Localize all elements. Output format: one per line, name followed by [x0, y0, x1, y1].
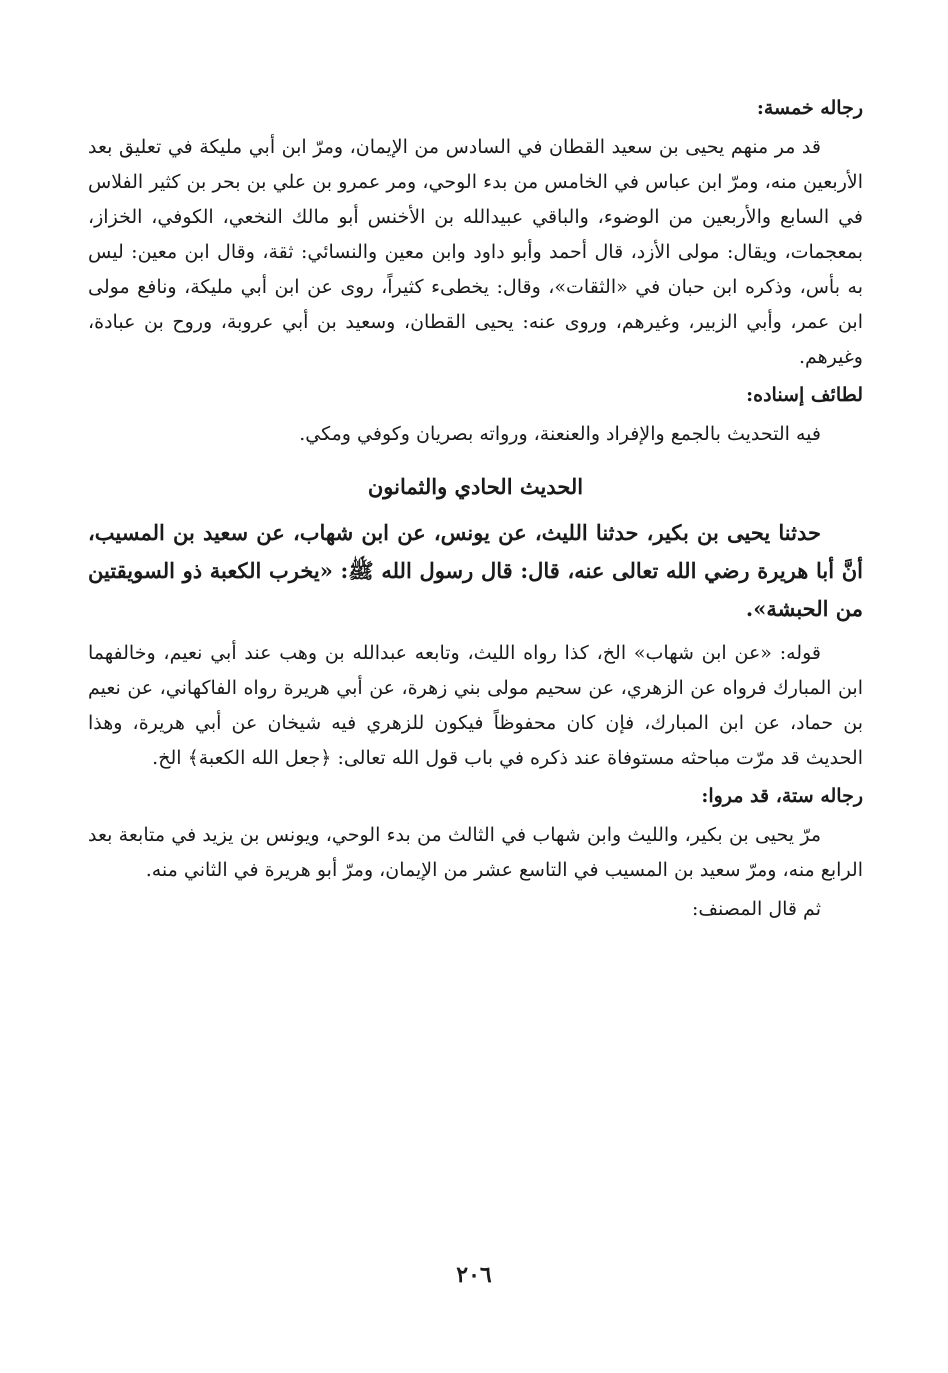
rijal-heading-2: رجاله ستة، قد مروا: [701, 785, 863, 807]
hadith-text: حدثنا يحيى بن بكير، حدثنا الليث، عن يونس، عن ابن شهاب، عن سعيد بن المسيب، أنَّ أبا هريرة رضي الله تعالى عنه، قال: قال رسول الله ﷺ: «يخرب الكعبة ذو السويقتين من الحبشة». [88, 520, 863, 621]
closing-line: ثم قال المصنف: [691, 898, 821, 920]
lataif-heading: لطائف إسناده: [746, 384, 863, 406]
page-body [88, 92, 863, 931]
hadith-title: الحديث الحادي والثمانون [367, 474, 584, 499]
lataif-paragraph: فيه التحديث بالجمع والإفراد والعنعنة، ورواته بصريان وكوفي ومكي. [299, 423, 821, 445]
commentary-paragraph: قوله: «عن ابن شهاب» الخ، كذا رواه الليث، وتابعه عبدالله بن وهب عند أبي نعيم، وخالفهما ابن المبارك فرواه عن الزهري، عن سحيم مولى بني زهرة، عن أبي هريرة رواه الفاكهاني، عن نعيم بن حماد، عن ابن المبارك، فإن كان محفوظاً فيكون للزهري فيه شيخان عن أبي هريرة، وهذا الحديث قد مرّت مباحثه مستوفاة عند ذكره في باب قول الله تعالى: ﴿جعل الله الكعبة﴾ الخ. [88, 642, 863, 769]
rijal-paragraph-1: قد مر منهم يحيى بن سعيد القطان في السادس من الإيمان، ومرّ ابن أبي مليكة في تعليق بعد الأربعين منه، ومرّ ابن عباس في الخامس من بدء الوحي، ومر عمرو بن علي بن بحر بن كثير الفلاس في السابع والأربعين من الوضوء، والباقي عبيدالله بن الأخنس أبو مالك النخعي، الكوفي، الخزاز، بمعجمات، ويقال: مولى الأزد، قال أحمد وأبو داود وابن معين والنسائي: ثقة، وقال ابن معين: ليس به بأس، وذكره ابن حبان في «الثقات»، وقال: يخطىء كثيراً، روى عن ابن أبي مليكة، ونافع مولى ابن عمر، وأبي الزبير، وغيرهم، وروى عنه: يحيى القطان، وسعيد بن أبي عروبة، وروح بن عبادة، وغيرهم. [88, 136, 863, 368]
rijal-heading-1: رجاله خمسة: [756, 97, 863, 119]
rijal-paragraph-2: مرّ يحيى بن بكير، والليث وابن شهاب في الثالث من بدء الوحي، ويونس بن يزيد في متابعة بعد الرابع منه، ومرّ سعيد بن المسيب في التاسع عشر من الإيمان، ومرّ أبو هريرة في الثاني منه. [88, 824, 863, 881]
page-number: ٢٠٦ [456, 1262, 492, 1288]
